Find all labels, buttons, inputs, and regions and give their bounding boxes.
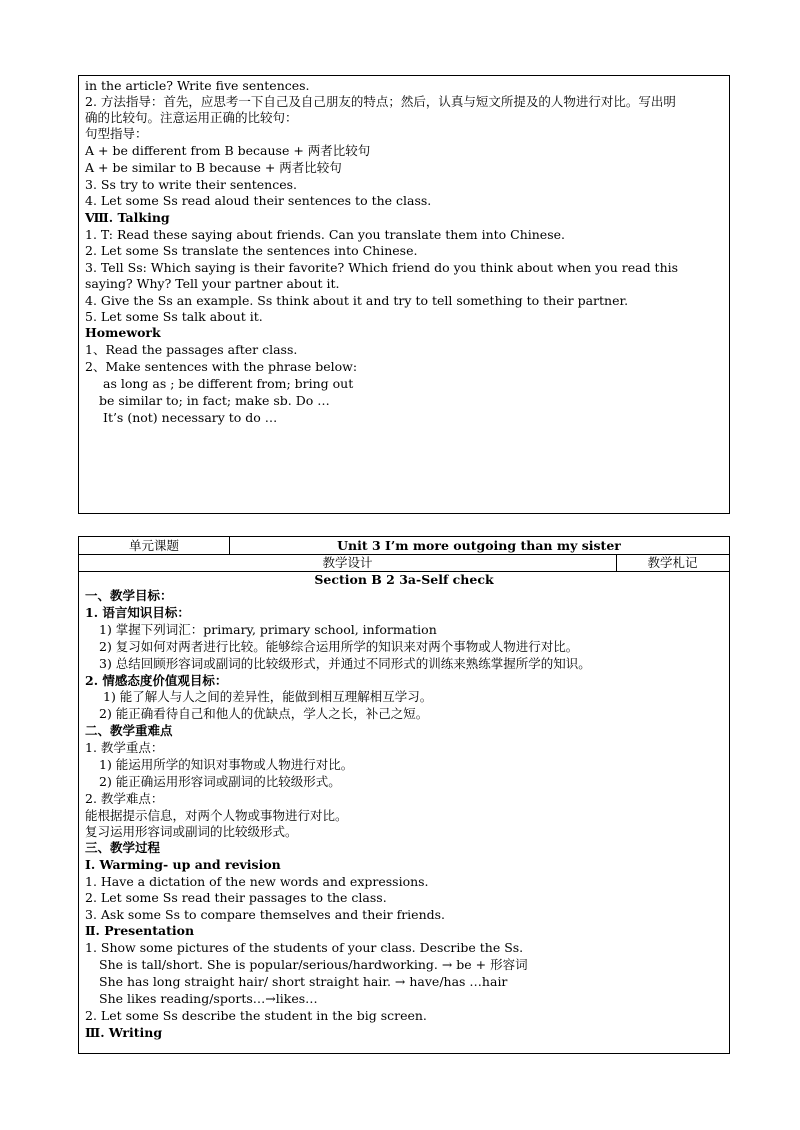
text-line: 1. Have a dictation of the new words and expressions. [85,874,429,889]
text-line: A + be different from B because + 两者比较句 [85,143,371,158]
text-line: 3. Ss try to write their sentences. [85,177,298,192]
unit-title: Unit 3 I’m more outgoing than my sister [337,538,621,553]
heading: Ⅱ. Presentation [85,923,195,938]
lesson-plan-box [78,536,730,1054]
text-line: She is tall/short. She is popular/serious/hardworking. → be + 形容词 [99,957,528,972]
section-heading-talking: Ⅷ. Talking [85,210,170,225]
heading: 三、教学过程 [85,840,161,855]
heading: 2. 情感态度价值观目标： [85,673,228,688]
text-line: 1. Show some pictures of the students of your class. Describe the Ss. [85,940,524,955]
text-line: 3. Tell Ss: Which saying is their favorite? Which friend do you think about when you read this [85,260,679,275]
text-line: 确的比较句。注意运用正确的比较句： [85,110,298,125]
text-line: 复习运用形容词或副词的比较级形式。 [85,824,298,839]
heading: 二、教学重难点 [85,723,173,738]
text-line: She has long straight hair/ short straight hair. → have/has …hair [99,974,508,989]
heading: Ⅲ. Writing [85,1025,163,1040]
text-line: 4. Give the Ss an example. Ss think about it and try to tell something to their partner. [85,293,629,308]
notes-label: 教学札记 [647,555,698,570]
text-line: as long as ; be different from; bring out [103,376,354,391]
text-line: 3. Ask some Ss to compare themselves and their friends. [85,907,446,922]
text-line: 2) 复习如何对两者进行比较。能够综合运用所学的知识来对两个事物或人物进行对比。 [99,639,579,654]
text-line: 4. Let some Ss read aloud their sentences to the class. [85,193,432,208]
text-line: 2) 能正确运用形容词或副词的比较级形式。 [99,774,341,789]
text-line: 3) 总结回顾形容词或副词的比较级形式，并通过不同形式的训练来熟练掌握所学的知识。 [99,656,591,671]
design-label: 教学设计 [322,555,373,570]
text-line: 1) 能运用所学的知识对事物或人物进行对比。 [99,757,354,772]
text-line: 1. 教学重点： [85,740,164,755]
section-title: Section B 2 3a-Self check [314,572,494,587]
text-line: A + be similar to B because + 两者比较句 [85,160,342,175]
text-line: in the article? Write five sentences. [85,78,310,93]
text-line: 能根据提示信息，对两个人物或事物进行对比。 [85,808,348,823]
text-line: saying? Why? Tell your partner about it. [85,276,340,291]
design-header-row [79,554,729,572]
text-line: 5. Let some Ss talk about it. [85,309,263,324]
heading: 一、教学目标： [85,588,173,603]
text-line: 2. Let some Ss read their passages to the class. [85,890,387,905]
text-line: 1. T: Read these saying about friends. Can you translate them into Chinese. [85,227,565,242]
heading: Ⅰ. Warming- up and revision [85,857,281,872]
text-line: 2. 方法指导：首先，应思考一下自己及自己朋友的特点；然后，认真与短文所提及的人物进行对比。写出明 [85,94,676,109]
heading: 1. 语言知识目标： [85,605,190,620]
text-line: She likes reading/sports…→likes… [99,991,318,1006]
text-line: 2. 教学难点： [85,791,164,806]
text-line: 2、Make sentences with the phrase below: [85,359,358,374]
text-line: 2) 能正确看待自己和他人的优缺点，学人之长，补己之短。 [99,706,429,721]
previous-lesson-box [78,75,730,514]
text-line: be similar to; in fact; make sb. Do … [99,393,330,408]
text-line: 2. Let some Ss translate the sentences into Chinese. [85,243,418,258]
homework-heading: Homework [85,325,161,340]
unit-label: 单元课题 [128,538,179,553]
text-line: 1) 能了解人与人之间的差异性，能做到相互理解相互学习。 [103,689,433,704]
text-line: It’s (not) necessary to do … [103,410,278,425]
text-line: 1) 掌握下列词汇：primary, primary school, information [99,622,437,637]
text-line: 2. Let some Ss describe the student in the big screen. [85,1008,427,1023]
text-line: 句型指导： [85,126,148,141]
text-line: 1、Read the passages after class. [85,342,298,357]
unit-header-row [79,537,729,555]
